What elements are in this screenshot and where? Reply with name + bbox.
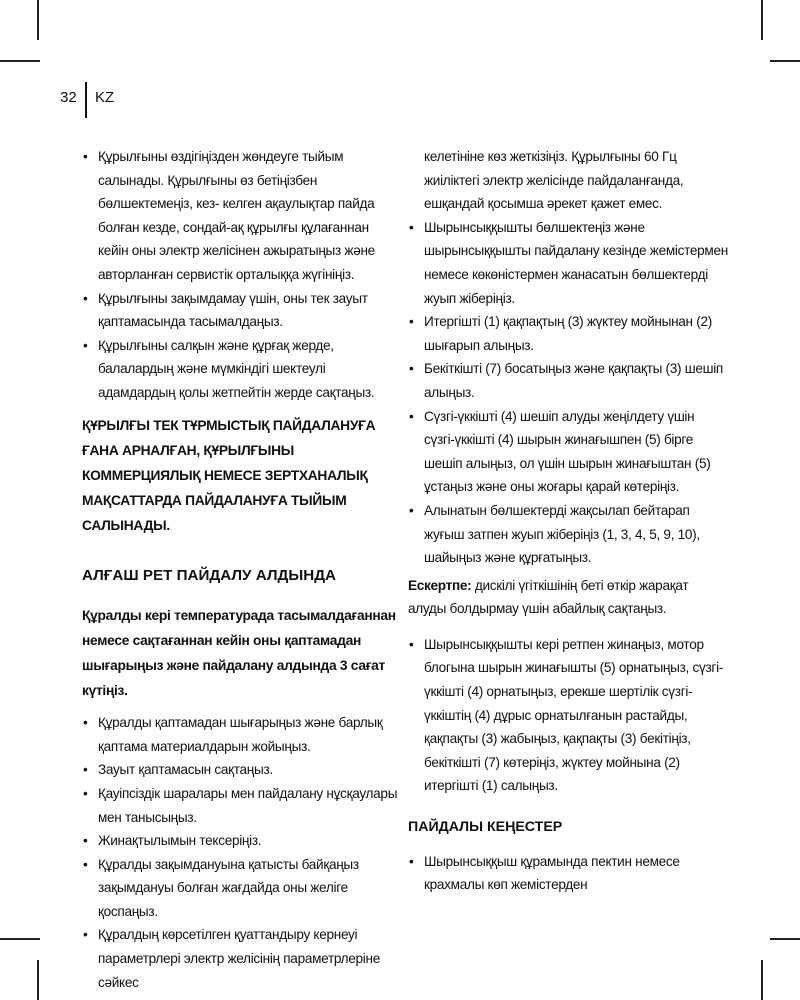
- assembly-list: [408, 633, 728, 798]
- section-title-useful-tips: ПАЙДАЛЫ КЕҢЕСТЕР: [408, 819, 563, 836]
- note-label: Ескертпе:: [408, 577, 472, 593]
- crop-mark: [0, 938, 40, 940]
- header-divider: [85, 82, 87, 118]
- list-item: • Құралды қаптамадан шығарыңыз және барлық қаптама материалдарын жойыңыз.: [82, 711, 402, 758]
- right-column: [408, 145, 728, 897]
- list-item: • Құрылғыны өздігіңізден жөндеуге тыйым салынады. Құрылғыны өз бетіңізбен бөлшектемеңіз, кез- келген ақаулықтар пайда болған кезде, сондай-ақ құрылғы құлағаннан кейін оны электр желісінен ажыратыңыз және авторланған сервистік орталыққа жүгініңіз.: [82, 145, 402, 287]
- section-title-before-first-use: АЛҒАШ РЕТ ПАЙДАЛУ АЛДЫНДА: [82, 566, 336, 584]
- left-column: [82, 145, 402, 994]
- list-item: • Зауыт қаптамасын сақтаңыз.: [82, 758, 402, 782]
- list-item-continuation: келетініне көз жеткізіңіз. Құрылғыны 60 Гц жиіліктегі электр желісінде пайдаланғанда, ешқандай қосымша әрекет қажет емес.: [424, 149, 684, 212]
- list-item: • Алынатын бөлшектерді жақсылап бейтарап жуғыш затпен жуып жіберіңіз (1, 3, 4, 5, 9, 10), шайыңыз және құрғатыңыз.: [408, 499, 728, 570]
- list-item: • Құралды зақымдануына қатысты байқаңыз зақымдануы болған жағдайда оны желіге қоспаңыз.: [82, 853, 402, 924]
- list-item: • Сүзгі-үккішті (4) шешіп алуды жеңілдету үшін сүзгі-үккішті (4) шырын жинағышпен (5) бірге шешіп алыңыз, ол үшін шырын жинағыштан (5) ұстаңыз және оны жоғары қарай көтеріңіз.: [408, 405, 728, 499]
- tips-list: [408, 850, 728, 897]
- crop-mark: [761, 960, 763, 1000]
- crop-mark: [37, 960, 39, 1000]
- list-item: • Қауіпсіздік шаралары мен пайдалану нұсқаулары мен танысыңыз.: [82, 782, 402, 829]
- list-item: • Жинақтылымын тексеріңіз.: [82, 829, 402, 853]
- list-item: • Итергішті (1) қақпақтың (3) жүктеу мойнынан (2) шығарып алыңыз.: [408, 310, 728, 357]
- language-code: KZ: [95, 89, 115, 106]
- list-item: • Шырынсыққышты бөлшектеңіз және шырынсыққышты пайдалану кезінде жемістермен немесе көкөністермен жанасатын бөлшектерді жуып жіберіңіз.: [408, 216, 728, 310]
- safety-list: [82, 145, 402, 405]
- note-paragraph: [408, 574, 728, 621]
- list-item: • Шырынсыққышты кері ретпен жинаңыз, мотор блогына шырын жинағышты (5) орнатыңыз, сүзгі-үккішті (4) орнатыңыз, ерекше шертілік сүзгі-үккіштің (4) дұрыс орнатылғанын растайды, қақпақты (3) жабыңыз, қақпақты (3) бекітіңіз, бекіткішті (7) көтеріңіз, жүктеу мойнына (2) итергішті (1) салыңыз.: [408, 633, 728, 798]
- crop-mark: [0, 60, 40, 62]
- crop-mark: [761, 0, 763, 40]
- list-item: • Құрылғыны зақымдамау үшін, оны тек зауыт қаптамасында тасымалдаңыз.: [82, 287, 402, 334]
- cleaning-list: [408, 145, 728, 570]
- list-item: • Шырынсыққыш құрамында пектин немесе крахмалы көп жемістерден: [408, 850, 728, 897]
- page-number: 32: [60, 89, 77, 106]
- list-item: • Құралдың көрсетілген қуаттандыру кернеуі параметрлері электр желісінің параметрлеріне сәйкес: [82, 923, 402, 994]
- crop-mark: [770, 60, 800, 62]
- intro-paragraph: Құралды кері температурада тасымалдағаннан немесе сақтағаннан кейін оны қаптамадан шығарыңыз және пайдалану алдында 3 сағат күтіңіз.: [82, 608, 396, 699]
- crop-mark: [770, 938, 800, 940]
- crop-mark: [37, 0, 39, 40]
- household-use-warning: ҚҰРЫЛҒЫ ТЕК ТҰРМЫСТЫҚ ПАЙДАЛАНУҒА ҒАНА АРНАЛҒАН, ҚҰРЫЛҒЫНЫ КОММЕРЦИЯЛЫҚ НЕМЕСЕ ЗЕРТХАНАЛЫҚ МАҚСАТТАРДА ПАЙДАЛАНУҒА ТЫЙЫМ САЛЫНАДЫ.: [82, 417, 376, 533]
- note-text: дискілі үгіткішінің беті өткір жарақат алуды болдырмау үшін абайлық сақтаңыз.: [408, 577, 689, 617]
- list-item: • Бекіткішті (7) босатыңыз және қақпақты (3) шешіп алыңыз.: [408, 357, 728, 404]
- list-item: • Құрылғыны салқын және құрғақ жерде, балалардың және мүмкіндігі шектеулі адамдардың қолы жетпейтін жерде сақтаңыз.: [82, 334, 402, 405]
- preparation-list: [82, 711, 402, 994]
